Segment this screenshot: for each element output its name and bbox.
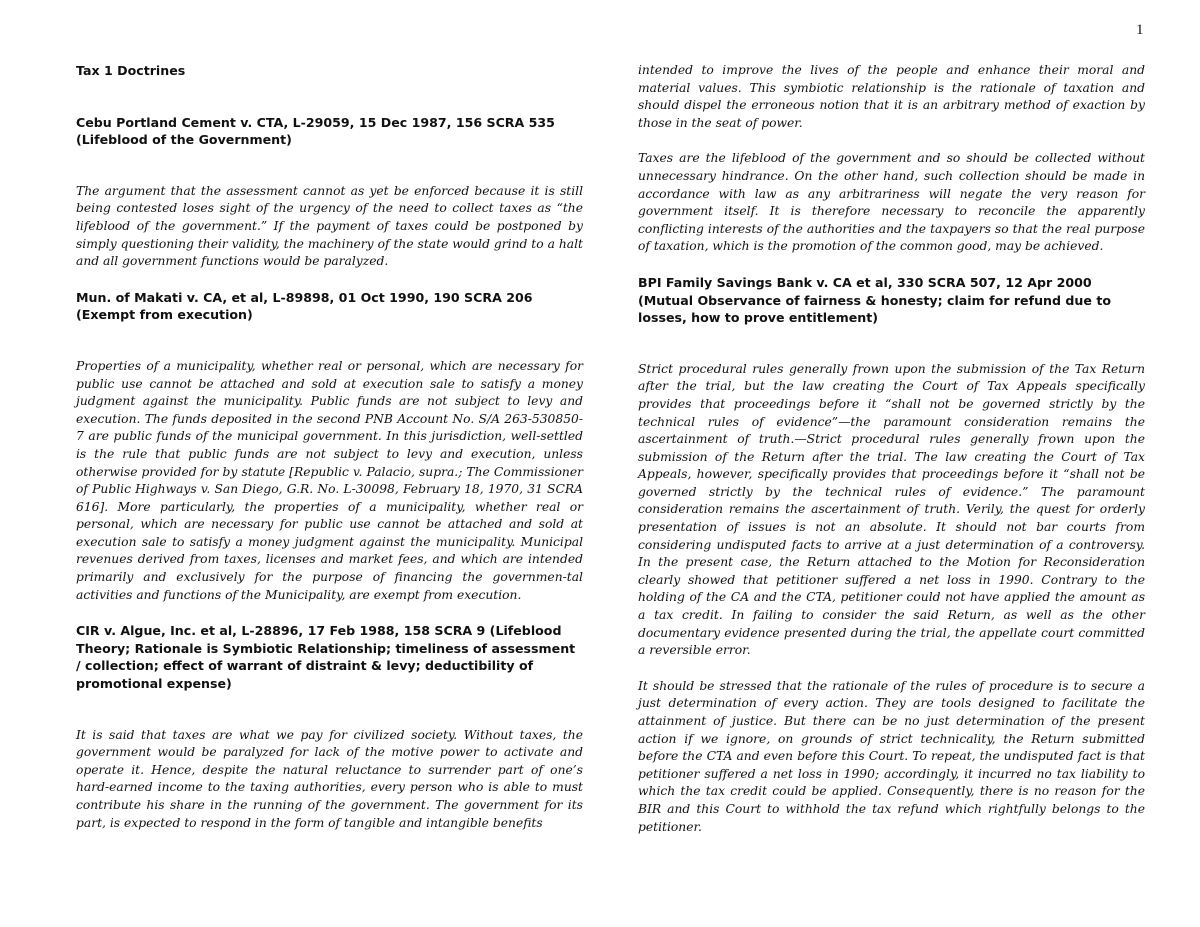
case-text-mun-makati: Properties of a municipality, whether real or personal, which are necessary for public use cannot be attached and sold at execution sale to satisfy a money judgment against the municipality. Public funds are not subject to levy and execution. The funds deposited in the second PNB Account No. S/A 263-530850-7 are public funds of the municipal government. In this jurisdiction, well-settled is the rule that public funds are not subject to levy and execution, unless otherwise provided for by statute [Republic v. Palacio, supra.; The Commissioner of Public Highways v. San Diego, G.R. No. L-30098, February 18, 1970, 31 SCRA 616]. More particularly, the properties of a municipality, whether real or personal, which are necessary for public use cannot be attached and sold at execution sale to satisfy a money judgment against the municipality. Municipal revenues derived from taxes, licenses and market fees, and which are intended primarily and exclusively for the purpose of financing the governmen-tal activities and functions of the Municipality, are exempt from execution. — [76, 358, 583, 602]
page-number: 1 — [1136, 22, 1144, 38]
case-heading-mun-makati: Mun. of Makati v. CA, et al, L-89898, 01 Oct 1990, 190 SCRA 206 (Exempt from execution) — [76, 289, 533, 323]
case-text-bpi-family-2: It should be stressed that the rationale of the rules of procedure is to secure a just determination of every action. They are tools designed to facilitate the attainment of justice. But there can be no just determination of the present action if we ignore, on grounds of strict technicality, the Return submitted before the CTA and even before this Court. To repeat, the undisputed fact is that petitioner suffered a net loss in 1990; accordingly, it incurred no tax liability to which the tax credit could be applied. Consequently, there is no reason for the BIR and this Court to withhold the tax refund which rightfully belongs to the petitioner. — [638, 678, 1145, 834]
case-text-cir-algue: It is said that taxes are what we pay for civilized society. Without taxes, the government would be paralyzed for lack of the motive power to activate and operate it. Hence, despite the natural reluctance to surrender part of one’s hard-earned income to the taxing authorities, every person who is able to must contribute his share in the running of the government. The government for its part, is expected to respond in the form of tangible and intangible benefits — [76, 727, 583, 830]
case-text-cebu-portland: The argument that the assessment cannot as yet be enforced because it is still being contested loses sight of the urgency of the need to collect taxes as “the lifeblood of the government.” If the payment of taxes could be postponed by simply questioning their validity, the machinery of the state would grind to a halt and all government functions would be paralyzed. — [76, 183, 583, 269]
case-text-cir-algue-para2: Taxes are the lifeblood of the government and so should be collected without unnecessary hindrance. On the other hand, such collection should be made in accordance with law as any arbitrariness will negate the very reason for government itself. It is therefore necessary to reconcile the apparently conflicting interests of the authorities and the taxpayers so that the real purpose of taxation, which is the promotion of the common good, may be achieved. — [638, 151, 1145, 254]
document-title: Tax 1 Doctrines — [76, 63, 186, 78]
case-text-cir-algue-continued: intended to improve the lives of the people and enhance their moral and material values. This symbiotic relationship is the rationale of taxation and should dispel the erroneous notion that it is an arbitrary method of exaction by those in the seat of power. — [638, 63, 1145, 130]
case-heading-cebu-portland: Cebu Portland Cement v. CTA, L-29059, 15 Dec 1987, 156 SCRA 535 (Lifeblood of the Government) — [76, 114, 555, 148]
right-column — [638, 62, 1145, 836]
case-heading-bpi-family: BPI Family Savings Bank v. CA et al, 330 SCRA 507, 12 Apr 2000 (Mutual Observance of fairness & honesty; claim for refund due to losses, how to prove entitlement) — [638, 274, 1111, 326]
case-text-bpi-family-1: Strict procedural rules generally frown upon the submission of the Tax Return after the trial, but the law creating the Court of Tax Appeals specifically provides that proceedings before it “shall not be governed strictly by the technical rules of evidence”—the paramount consideration remains the ascertainment of truth.—Strict procedural rules generally frown upon the submission of the Return after the trial. The law creating the Court of Tax Appeals, however, specifically provides that proceedings before it “shall not be governed strictly by the technical rules of evidence.” The paramount consideration remains the ascertainment of truth. Verily, the quest for orderly presentation of issues is not an absolute. It should not bar courts from considering undisputed facts to arrive at a just determination of a controversy. In the present case, the Return attached to the Motion for Reconsideration clearly showed that petitioner suffered a net loss in 1990. Contrary to the holding of the CA and the CTA, petitioner could not have applied the amount as a tax credit. In failing to consider the said Return, as well as the other documentary evidence presented during the trial, the appellate court committed a reversible error. — [638, 361, 1145, 658]
case-heading-cir-algue: CIR v. Algue, Inc. et al, L-28896, 17 Feb 1988, 158 SCRA 9 (Lifeblood Theory; Rationale is Symbiotic Relationship; timeliness of assessment / collection; effect of warrant of distraint & levy; deductibility of promotional expense) — [76, 623, 576, 692]
left-column — [76, 62, 583, 832]
